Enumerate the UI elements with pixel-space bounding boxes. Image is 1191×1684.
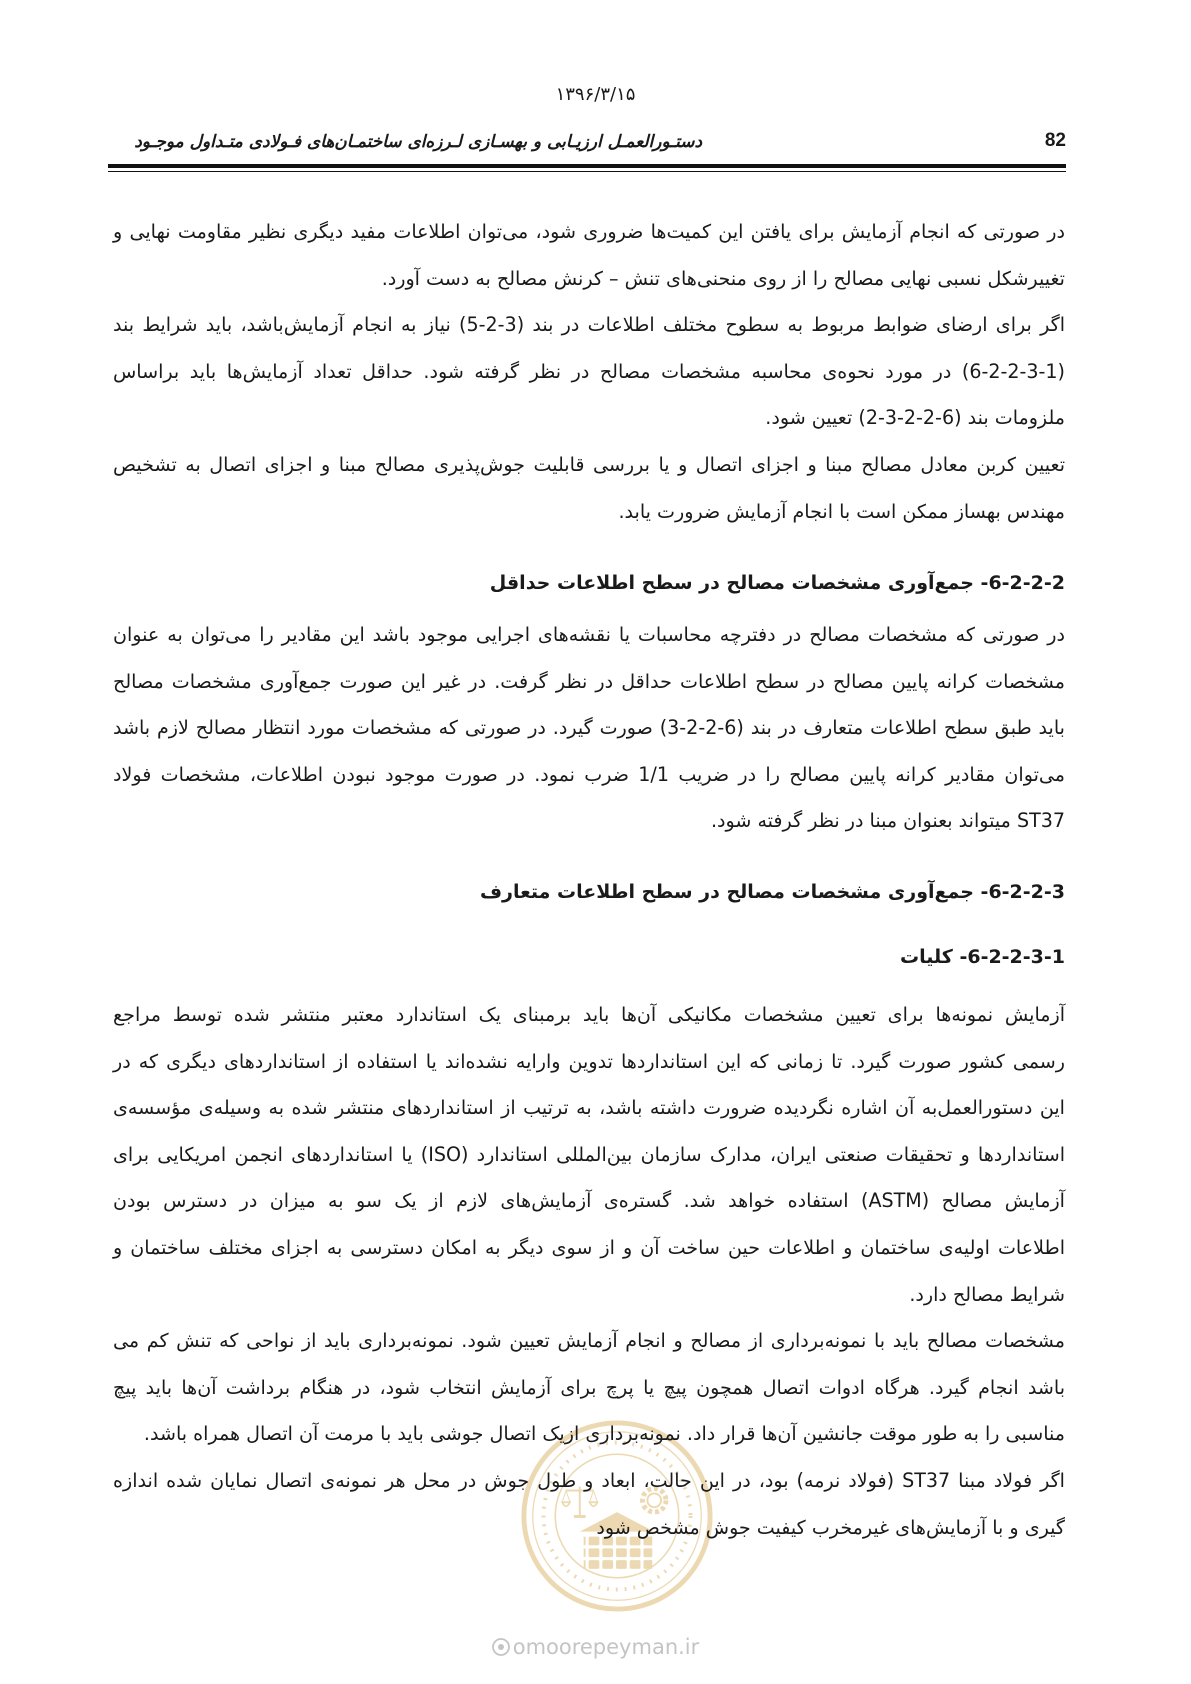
text-line: مشخصات کرانه پایین مصالح در سطح اطلاعات حداقل در نظر گرفت. در غیر این صورت جمع‌آوری مشخصات مصالح [113,670,1065,693]
paragraph [113,992,1065,1318]
paragraph [113,612,1065,845]
text-line: استانداردها و تحقیقات صنعتی ایران، مدارک سازمان بین‌المللی استاندارد (ISO) یا استانداردهای انجمن امریکایی برای [113,1143,1065,1166]
section-heading: 6-2-2-2- جمع‌آوری مشخصات مصالح در سطح اطلاعات حداقل [489,572,1065,594]
text-line: شرایط مصالح دارد. [909,1283,1065,1306]
text-line: اگر برای ارضای ضوابط مربوط به سطوح مختلف اطلاعات در بند (3-2-5) نیاز به انجام آزمایش‌باشد، باید شرایط بند [113,314,1065,337]
text-line: گیری و با آزمایش‌های غیرمخرب کیفیت جوش مشخص شود [596,1516,1065,1539]
general-text [113,992,1065,1551]
text-line: تعیین کربن معادل مصالح مبنا و اجزای اتصال و یا بررسی قابلیت جوش‌پذیری مصالح مبنا و اجزای اتصال به تشخیص [113,453,1065,476]
paragraph [113,209,1065,302]
intro-text [113,209,1065,535]
text-line: اگر فولاد مبنا ST37 (فولاد نرمه) بود، در این حالت، ابعاد و طول جوش در محل هر نمونه‌ی اتصال نمایان شده اندازه [113,1469,1065,1492]
site-watermark [440,1632,750,1662]
text-line: اطلاعات اولیه‌ی ساختمان و اطلاعات حین ساخت آن و از سوی دیگر به امکان دسترسی به اجزای مختلف ساختمان و [113,1236,1065,1259]
running-header-title: دستـورالعمـل ارزیـابی و بهسـازی لـرزه‌ای ساختمـان‌های فـولادی متـداول موجـود [134,131,702,151]
paragraph [113,442,1065,535]
text-line: ST37 میتواند بعنوان مبنا در نظر گرفته شود. [710,810,1065,833]
header-rule-thick [108,164,1066,168]
text-line: ملزومات بند (6-2-2-3-2) تعیین شود. [765,407,1065,430]
text-line: می‌توان مقادیر کرانه پایین مصالح را در ضریب 1/1 ضرب نمود. در صورت موجود نبودن اطلاعات، مشخصات فولاد [113,763,1065,786]
text-line: این دستورالعمل‌به آن اشاره نگردیده ضرورت داشته باشد، به ترتیب از استانداردهای منتشر شده به وسیله‌ی مؤسسه‌ی [113,1097,1065,1120]
text-line: رسمی کشور صورت گیرد. تا زمانی که این استانداردها تدوین وارایه نشده‌اند یا استفاده از استانداردهای دیگری که در [113,1050,1065,1073]
text-line: باید طبق سطح اطلاعات متعارف در بند (6-2-2-3) صورت گیرد. در صورتی که مشخصات مورد انتظار مصالح لازم باشد [113,717,1065,740]
text-line: مهندس بهساز ممکن است با انجام آزمایش ضرورت یابد. [618,500,1065,523]
subsection-heading: 6-2-2-3-1- کلیات [900,946,1065,968]
section-heading: 6-2-2-3- جمع‌آوری مشخصات مصالح در سطح اطلاعات متعارف [479,881,1065,903]
header-rule-thin [108,171,1066,172]
paragraph [113,1458,1065,1551]
site-watermark-text: omoorepeyman.ir [512,1635,700,1659]
text-line: باشد انجام گیرد. هرگاه ادوات اتصال همچون پیچ یا پرچ برای آزمایش انتخاب شود، در هنگام برداشت آن‌ها باید پیچ [113,1376,1065,1399]
text-line: در صورتی که مشخصات مصالح در دفترچه محاسبات یا نقشه‌های اجرایی موجود باشد این مقادیر را می‌توان به عنوان [113,624,1065,646]
paragraph [113,1318,1065,1458]
text-line: تغییرشکل نسبی نهایی مصالح را از روی منحنی‌های تنش – کرنش مصالح به دست آورد. [381,267,1065,290]
text-line: آزمایش نمونه‌ها برای تعیین مشخصات مکانیکی آن‌ها باید برمبنای یک استاندارد معتبر منتشر شده توسط مراجع [113,1004,1065,1026]
text-line: مشخصات مصالح باید با نمونه‌برداری از مصالح و انجام آزمایش تعیین شود. نمونه‌برداری باید از نواحی که تنش کم می [113,1330,1065,1353]
text-line: آزمایش مصالح (ASTM) استفاده خواهد شد. گستره‌ی آزمایش‌های لازم از یک سو به میزان در دسترس بودن [113,1190,1065,1213]
text-line: (6-2-2-3-1) در مورد نحوه‌ی محاسبه مشخصات مصالح در نظر گرفته شود. حداقل تعداد آزمایش‌ها باید براساس [113,360,1065,383]
text-line: در صورتی که انجام آزمایش برای یافتن این کمیت‌ها ضروری شود، می‌توان اطلاعات مفید دیگری نظیر مقاومت نهایی و [113,221,1065,243]
page-number: 82 [1044,130,1066,151]
text-line: مناسبی را به طور موقت جانشین آن‌ها قرار داد. نمونه‌برداری ازیک اتصال جوشی باید با مرمت آن اتصال همراه باشد. [143,1423,1065,1446]
paragraph [113,302,1065,442]
print-date: ۱۳۹۶/۳/۱۵ [555,84,636,105]
site-logo-icon [491,1637,511,1657]
